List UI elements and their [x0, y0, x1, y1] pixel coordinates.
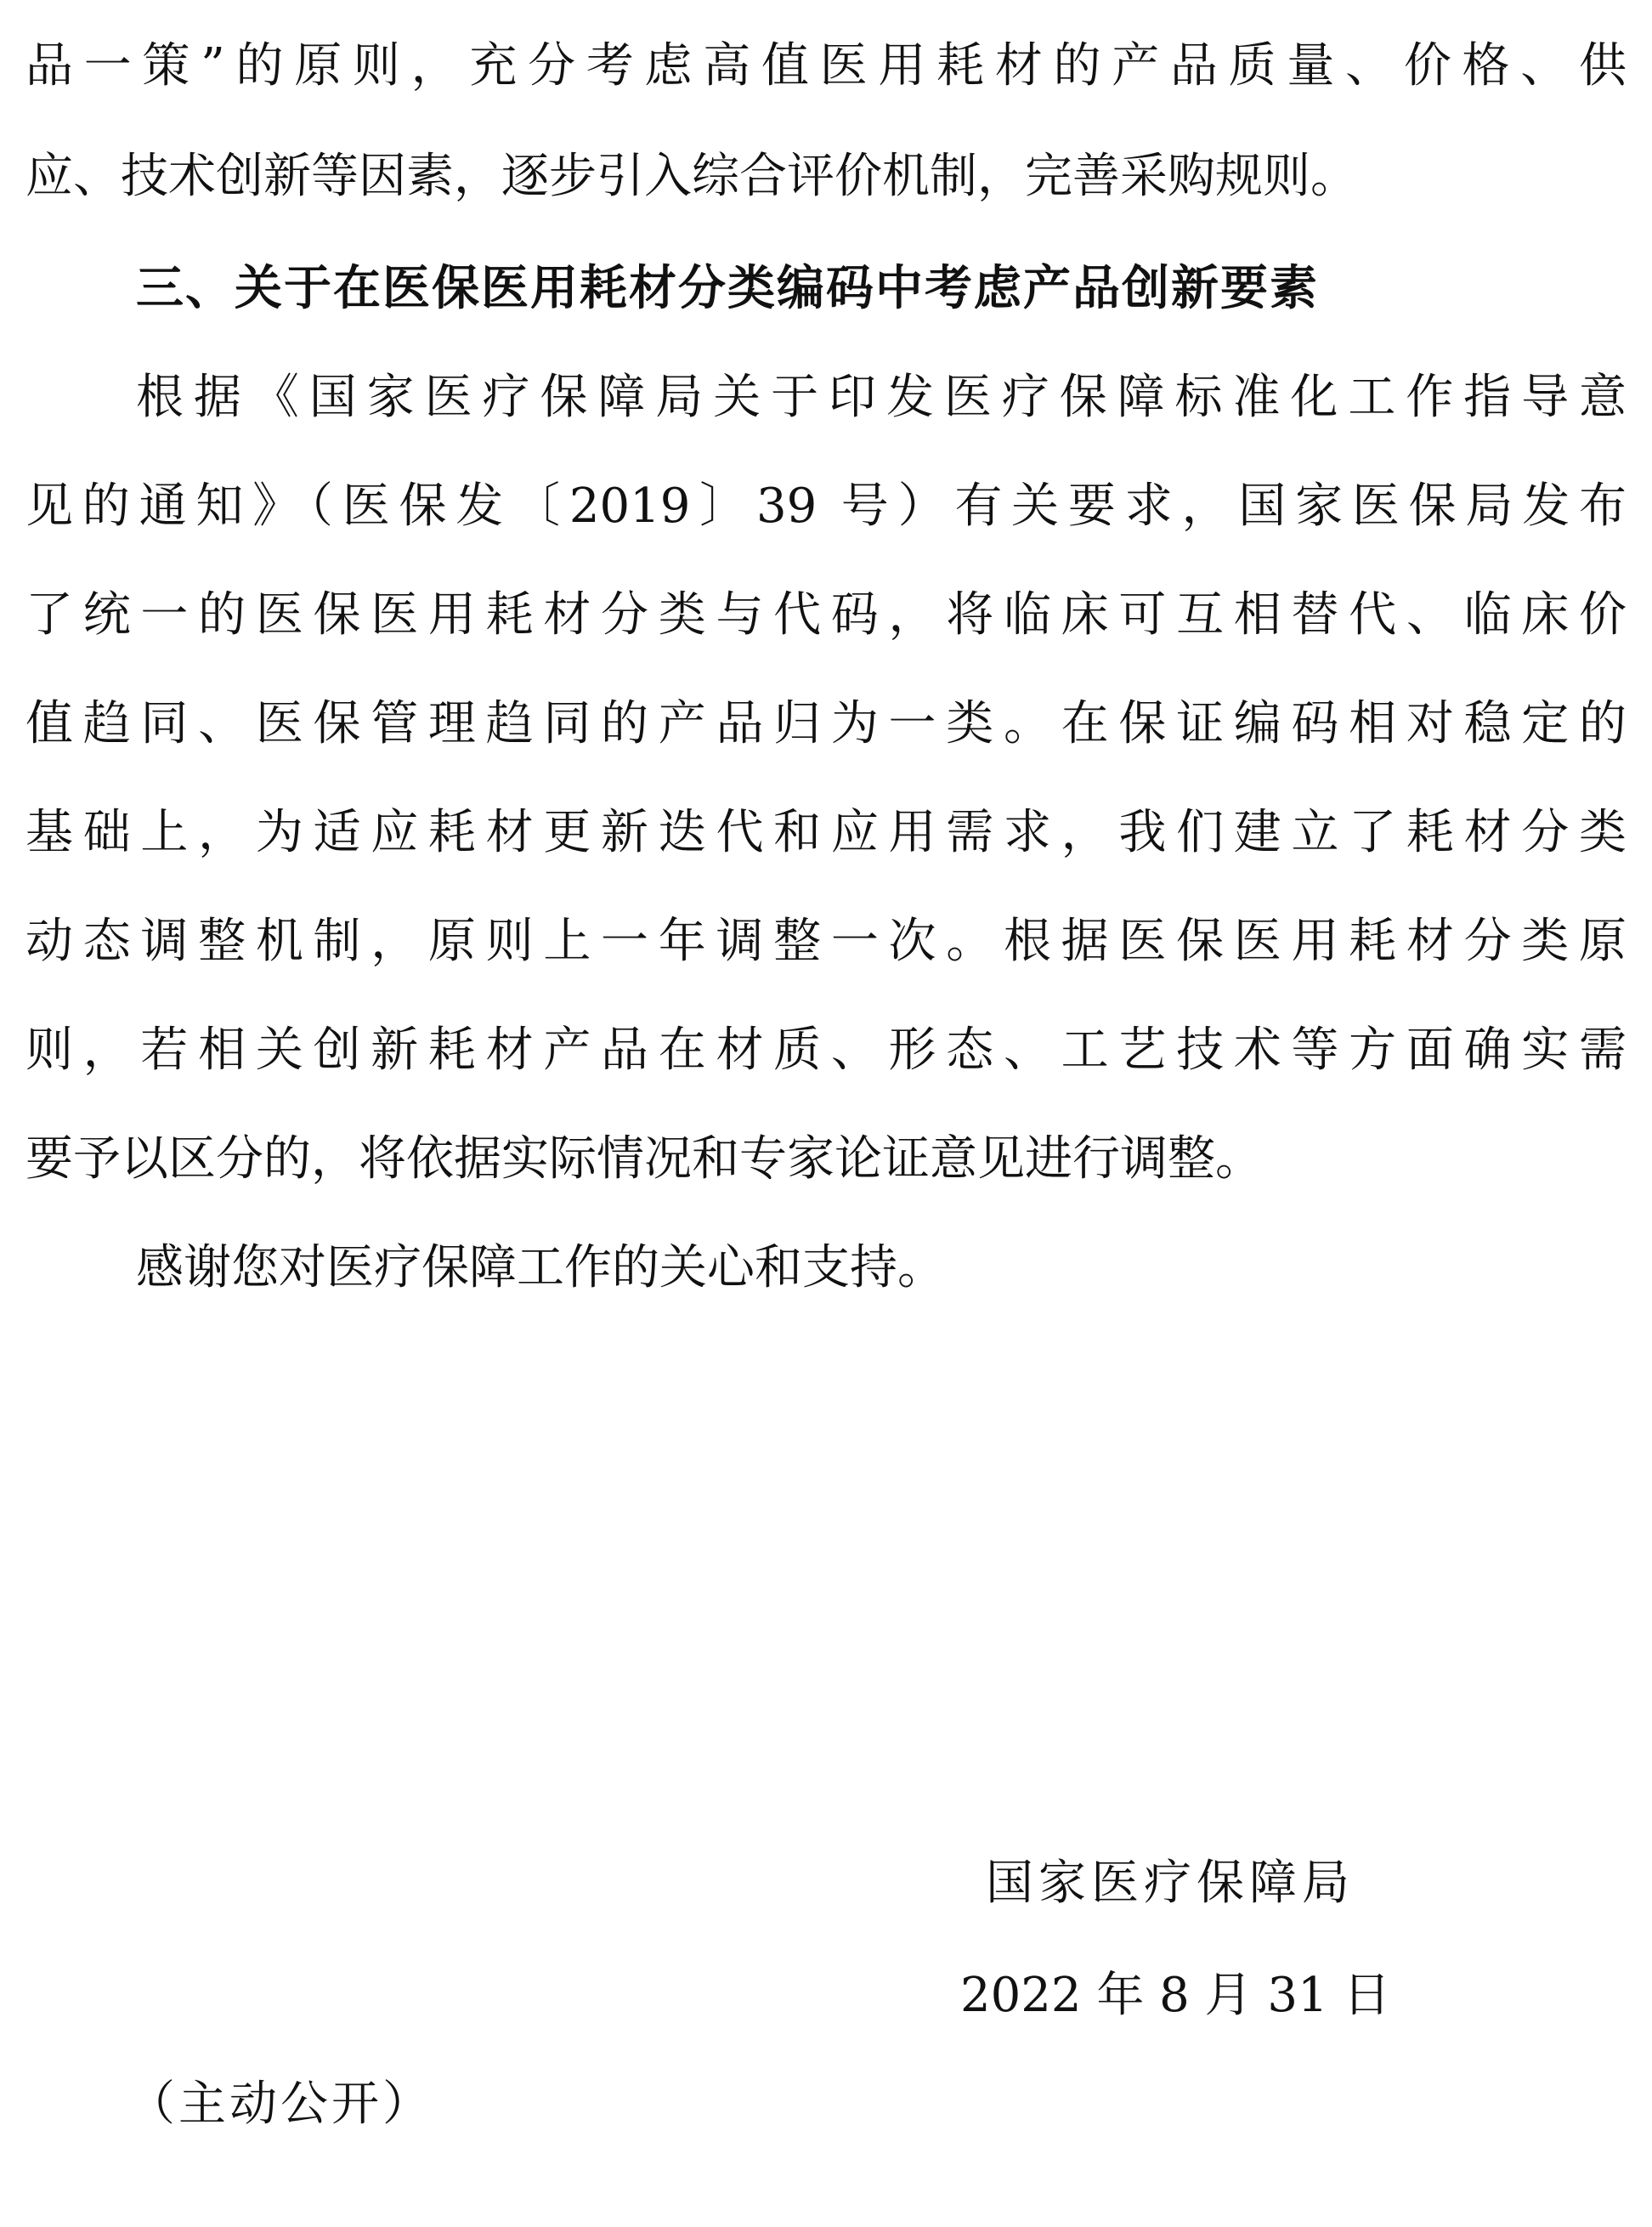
issuer-signature: 国家医疗保障局 — [986, 1856, 1355, 1911]
paragraph-line: 值趋同、医保管理趋同的产品归为一类。在保证编码相对稳定的 — [25, 696, 1627, 751]
paragraph-line: 则，若相关创新耗材产品在材质、形态、工艺技术等方面确实需 — [25, 1023, 1627, 1078]
paragraph-line: 要予以区分的，将依据实际情况和专家论证意见进行调整。 — [25, 1131, 1263, 1187]
closing-line: 感谢您对医疗保障工作的关心和支持。 — [136, 1240, 945, 1295]
paragraph-line: 了统一的医保医用耗材分类与代码，将临床可互相替代、临床价 — [25, 587, 1627, 643]
disclosure-note: （主动公开） — [127, 2077, 433, 2132]
body-line: 品一策”的原则，充分考虑高值医用耗材的产品质量、价格、供 — [25, 38, 1627, 94]
body-line: 应、技术创新等因素，逐步引入综合评价机制，完善采购规则。 — [25, 149, 1358, 204]
paragraph-line: 动态调整机制，原则上一年调整一次。根据医保医用耗材分类原 — [25, 914, 1627, 969]
paragraph-line: 根据《国家医疗保障局关于印发医疗保障标准化工作指导意 — [136, 370, 1627, 425]
paragraph-line: 见的通知》（医保发〔2019〕39 号）有关要求，国家医保局发布 — [25, 479, 1627, 534]
paragraph-line: 基础上，为适应耗材更新迭代和应用需求，我们建立了耗材分类 — [25, 805, 1627, 860]
section-heading: 三、关于在医保医用耗材分类编码中考虑产品创新要素 — [136, 261, 1319, 316]
issue-date: 2022 年 8 月 31 日 — [960, 1968, 1391, 2023]
